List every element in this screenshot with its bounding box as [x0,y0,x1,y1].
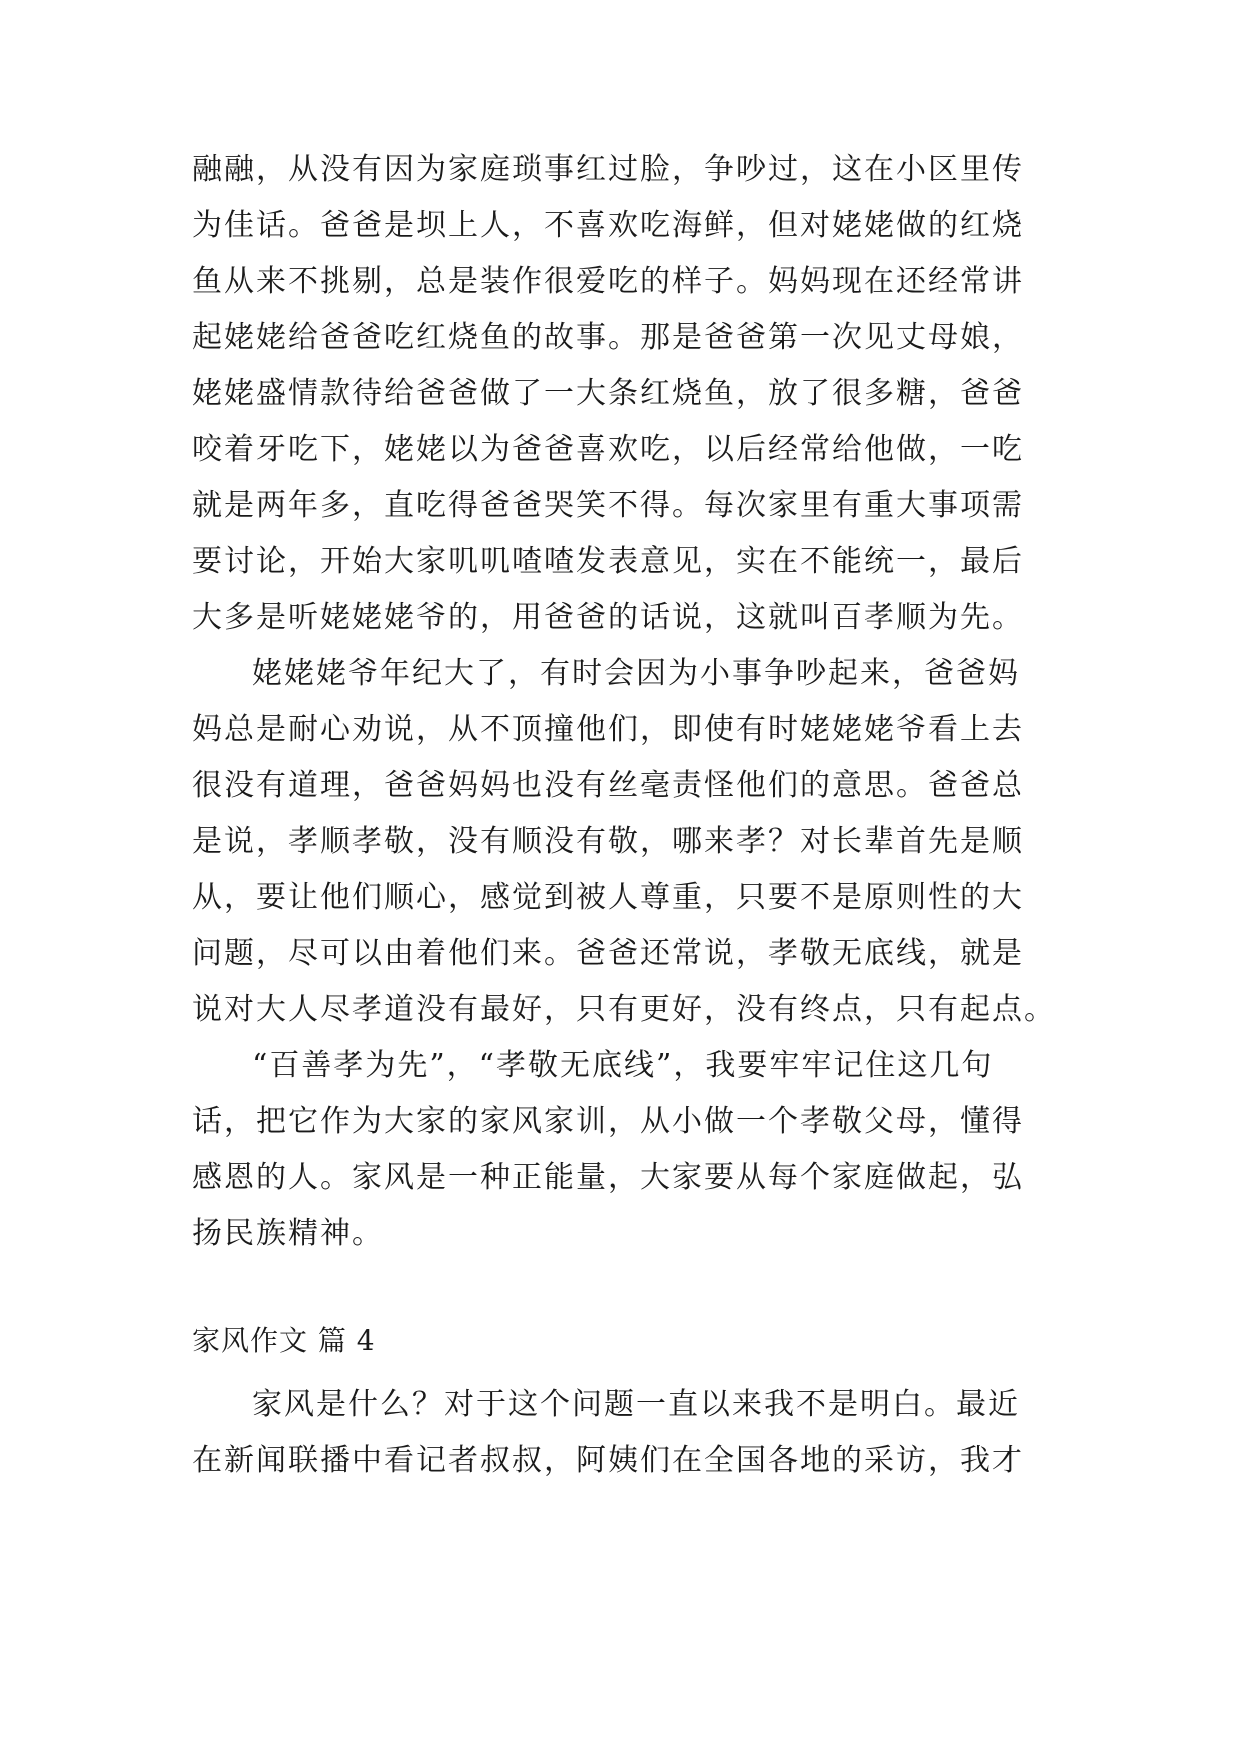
text-line: 是说，孝顺孝敬，没有顺没有敬，哪来孝？对长辈首先是顺 [192,824,1024,859]
text-line: 就是两年多，直吃得爸爸哭笑不得。每次家里有重大事项需 [192,488,1024,523]
text-line: 妈总是耐心劝说，从不顶撞他们，即使有时姥姥姥爷看上去 [192,712,1024,747]
text-line: 很没有道理，爸爸妈妈也没有丝毫责怪他们的意思。爸爸总 [192,768,1024,803]
text-line: 为佳话。爸爸是坝上人，不喜欢吃海鲜，但对姥姥做的红烧 [192,208,1024,243]
paragraph-start-line: 姥姥姥爷年纪大了，有时会因为小事争吵起来，爸爸妈 [252,656,1020,691]
text-line: 姥姥盛情款待给爸爸做了一大条红烧鱼，放了很多糖，爸爸 [192,376,1024,411]
text-line: 融融，从没有因为家庭琐事红过脸，争吵过，这在小区里传 [192,152,1024,187]
text-line: 鱼从来不挑剔，总是装作很爱吃的样子。妈妈现在还经常讲 [192,264,1024,299]
text-line: 要讨论，开始大家叽叽喳喳发表意见，实在不能统一，最后 [192,544,1024,579]
text-line: 话，把它作为大家的家风家训，从小做一个孝敬父母，懂得 [192,1104,1024,1139]
text-line: 问题，尽可以由着他们来。爸爸还常说，孝敬无底线，就是 [192,936,1024,971]
text-line: 扬民族精神。 [192,1216,384,1251]
text-line: 起姥姥给爸爸吃红烧鱼的故事。那是爸爸第一次见丈母娘， [192,320,1024,355]
text-line: 从，要让他们顺心，感觉到被人尊重，只要不是原则性的大 [192,880,1024,915]
text-line: 在新闻联播中看记者叔叔，阿姨们在全国各地的采访，我才 [192,1443,1024,1478]
text-line: 咬着牙吃下，姥姥以为爸爸喜欢吃，以后经常给他做，一吃 [192,432,1024,467]
section-heading: 家风作文 篇 4 [192,1324,376,1357]
text-line: 说对大人尽孝道没有最好，只有更好，没有终点，只有起点。 [192,992,1056,1027]
text-line: 感恩的人。家风是一种正能量，大家要从每个家庭做起，弘 [192,1160,1024,1195]
text-line: 大多是听姥姥姥爷的，用爸爸的话说，这就叫百孝顺为先。 [192,600,1024,635]
paragraph-start-line: 家风是什么？对于这个问题一直以来我不是明白。最近 [252,1387,1020,1422]
paragraph-start-line: “百善孝为先”，“孝敬无底线”，我要牢牢记住这几句 [252,1048,994,1083]
